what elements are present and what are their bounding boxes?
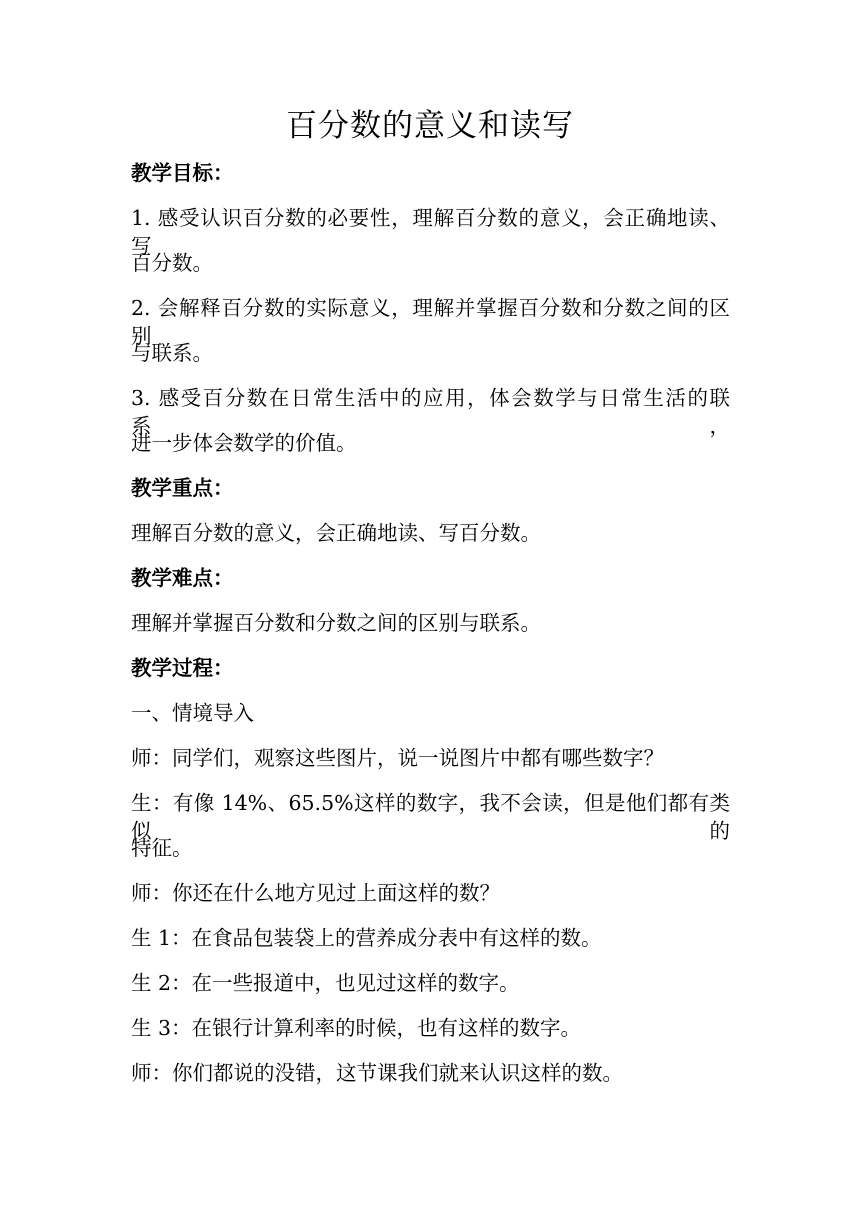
dialogue-line-2-continued: 特征。 bbox=[131, 836, 193, 860]
difficulties-text: 理解并掌握百分数和分数之间的区别与联系。 bbox=[131, 611, 541, 635]
objective-1-line-1: 1. 感受认识百分数的必要性，理解百分数的意义，会正确地读、写 bbox=[131, 206, 730, 258]
objective-2-line-1: 2. 会解释百分数的实际意义，理解并掌握百分数和分数之间的区别 bbox=[131, 296, 730, 348]
dialogue-line-4: 生 1：在食品包装袋上的营养成分表中有这样的数。 bbox=[131, 926, 602, 950]
objective-3-line-2: 进一步体会数学的价值。 bbox=[131, 431, 357, 455]
dialogue-line-2: 生：有像 14%、65.5%这样的数字，我不会读，但是他们都有类似的 bbox=[131, 791, 730, 843]
difficulties-heading: 教学难点： bbox=[131, 566, 234, 590]
dialogue-line-7: 师：你们都说的没错，这节课我们就来认识这样的数。 bbox=[131, 1061, 623, 1085]
dialogue-line-3: 师：你还在什么地方见过上面这样的数？ bbox=[131, 881, 500, 905]
process-heading: 教学过程： bbox=[131, 656, 234, 680]
objective-2-line-2: 与联系。 bbox=[131, 341, 213, 365]
dialogue-line-1: 师：同学们，观察这些图片，说一说图片中都有哪些数字？ bbox=[131, 746, 664, 770]
dialogue-line-6: 生 3：在银行计算利率的时候，也有这样的数字。 bbox=[131, 1016, 582, 1040]
objective-1-line-2: 百分数。 bbox=[131, 251, 213, 275]
document-title: 百分数的意义和读写 bbox=[286, 108, 574, 144]
section-1-heading: 一、情境导入 bbox=[131, 701, 254, 725]
objectives-heading: 教学目标： bbox=[131, 161, 234, 185]
objective-3-line-1: 3. 感受百分数在日常生活中的应用，体会数学与日常生活的联系， bbox=[131, 386, 730, 438]
dialogue-line-5: 生 2：在一些报道中，也见过这样的数字。 bbox=[131, 971, 520, 995]
key-points-heading: 教学重点： bbox=[131, 476, 234, 500]
key-points-text: 理解百分数的意义，会正确地读、写百分数。 bbox=[131, 521, 541, 545]
